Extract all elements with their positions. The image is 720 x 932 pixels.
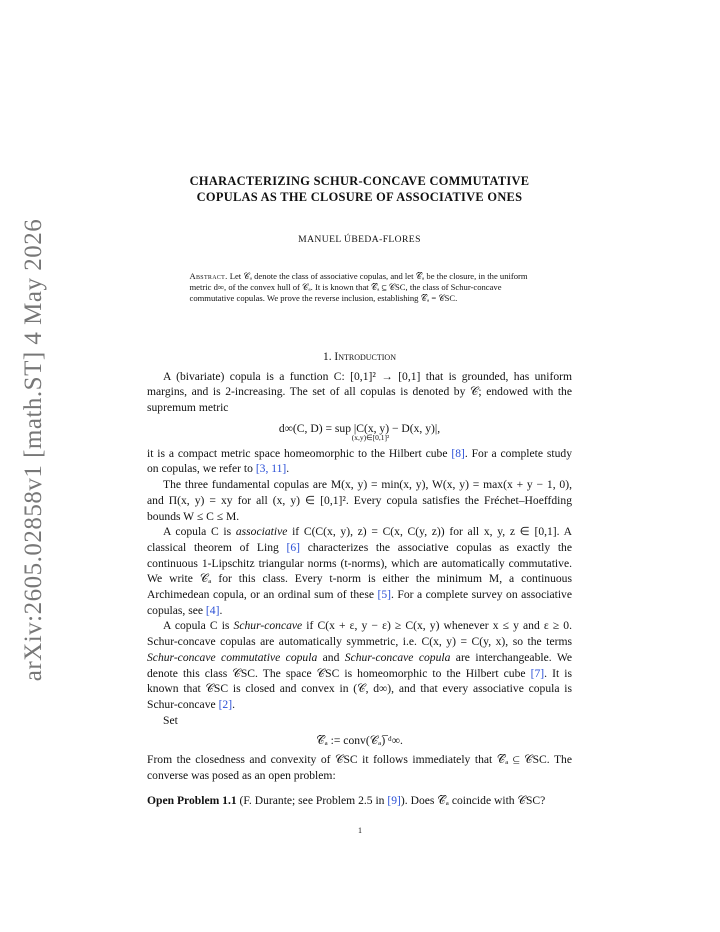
- text-span: A copula C is: [163, 525, 236, 539]
- section-title: Introduction: [334, 350, 396, 363]
- citation-link[interactable]: [9]: [387, 793, 401, 807]
- open-problem-block: [147, 793, 572, 809]
- title-line-1: CHARACTERIZING SCHUR-CONCAVE COMMUTATIVE: [189, 174, 530, 188]
- open-problem-label: Open Problem 1.1: [147, 793, 237, 807]
- citation-link[interactable]: [3, 11]: [255, 462, 287, 476]
- text-span: . For a complete study on copulas, we refer to: [147, 446, 572, 476]
- abstract-text: Let 𝒞ₐ denote the class of associative copulas, and let 𝒞̅ₐ be the closure, in the uniform metric d∞, of the convex hull of 𝒞ₐ. It is known that 𝒞̅ₐ ⊆ 𝒞SC, the class of Schur-concave commutative copulas. We prove the reverse inclusion, establishing 𝒞̅ₐ = 𝒞SC.: [189, 271, 528, 304]
- paragraph-fundamental-copulas: The three fundamental copulas are M(x, y) = min(x, y), W(x, y) = max(x + y − 1, 0), and Π(x, y) = xy for all (x, y) ∈ [0,1]². Every copula satisfies the Fréchet–Hoeffding bounds W ≤ C ≤ M.: [147, 478, 572, 523]
- page-number: 1: [358, 826, 362, 835]
- text-span: ).: [400, 793, 408, 807]
- text-span: it is a compact metric space homeomorphic to the Hilbert cube: [147, 446, 452, 460]
- text-span: if C(x + ε, y − ε) ≥ C(x, y) whenever x ≤ y and ε ≥ 0. Schur-concave copulas are automatically symmetric, i.e. C(x, y) = C(y, x), so the terms: [147, 619, 572, 649]
- title-line-2: COPULAS AS THE CLOSURE OF ASSOCIATIVE ONES: [196, 189, 523, 204]
- text-span: (F. Durante; see Problem 2.5 in: [236, 793, 388, 807]
- paragraph-hilbert-cube: [147, 446, 572, 477]
- paragraph-associative: [147, 524, 572, 618]
- term-schur-concave-copula: Schur-concave copula: [344, 650, 451, 664]
- paragraph-schur-concave: [147, 618, 572, 712]
- author-name: MANUEL ÚBEDA-FLORES: [298, 234, 421, 245]
- text-span: . For a complete survey on associative copulas, see: [147, 588, 572, 617]
- paragraph-set: Set: [163, 713, 178, 727]
- section-heading-introduction: [147, 351, 572, 363]
- text-span: . It is known that 𝒞SC is closed and convex in (𝒞, d∞), and that every associative copula is Schur-concave: [147, 666, 572, 711]
- arxiv-sidebar-stamp: [14, 218, 54, 682]
- paper-title: [147, 174, 572, 205]
- abstract-label: Abstract.: [189, 271, 228, 281]
- section-number: 1.: [323, 350, 332, 363]
- text-span: are interchangeable. We denote this class 𝒞SC. The space 𝒞SC is homeomorphic to the Hilbert cube: [147, 650, 572, 680]
- text-span: characterizes the associative copulas as exactly the continuous 1-Lipschitz triangular norms (t-norms), which are automatically commutative. We write 𝒞ₐ for this class. Every t-norm is either the minimum M, a continuous Archimedean copula, or an ordinal sum of these: [147, 540, 572, 602]
- citation-link[interactable]: [7]: [530, 666, 545, 680]
- text-span: and: [317, 650, 345, 664]
- equation-sup-metric-subscript: (x,y)∈[0,1]²: [351, 432, 390, 442]
- citation-link[interactable]: [4]: [205, 603, 220, 617]
- paper-page: [147, 174, 572, 808]
- text-span: if C(C(x, y), z) = C(x, C(y, z)) for all x, y, z ∈ [0,1]. A classical theorem of Ling: [147, 525, 572, 554]
- term-schur-concave: Schur-concave: [233, 619, 303, 633]
- citation-link[interactable]: [2]: [218, 697, 233, 711]
- arxiv-identifier: arXiv:2605.02858v1 [math.ST] 4 May 2026: [20, 218, 47, 682]
- text-span: A copula C is: [163, 619, 234, 633]
- text-span: .: [232, 697, 235, 711]
- equation-closure-definition: 𝒞̅ₐ := conv(𝒞ₐ)̅ ᵈ∞.: [316, 734, 403, 748]
- citation-link[interactable]: [6]: [286, 540, 301, 554]
- equation-sup-metric-body: d∞(C, D) = sup |C(x, y) − D(x, y)|,: [278, 421, 441, 435]
- text-span: .: [219, 603, 223, 617]
- text-span: .: [286, 462, 290, 476]
- citation-link[interactable]: [8]: [451, 446, 465, 460]
- citation-link[interactable]: [5]: [377, 588, 391, 602]
- paragraph-copula-definition: A (bivariate) copula is a function C: [0,1]² → [0,1] that is grounded, has uniform margins, and is 2-increasing. The set of all copulas is denoted by 𝒞; endowed with the supremum metric: [147, 369, 572, 415]
- equation-sup-metric: [147, 422, 572, 442]
- term-associative: associative: [235, 525, 288, 539]
- open-problem-question: Does 𝒞̅ₐ coincide with 𝒞SC?: [407, 793, 546, 807]
- term-schur-concave-commutative: Schur-concave commutative copula: [147, 650, 318, 664]
- paragraph-inclusion: From the closedness and convexity of 𝒞SC it follows immediately that 𝒞̅ₐ ⊆ 𝒞SC. The converse was posed as an open problem:: [147, 753, 572, 783]
- abstract-block: [190, 271, 530, 305]
